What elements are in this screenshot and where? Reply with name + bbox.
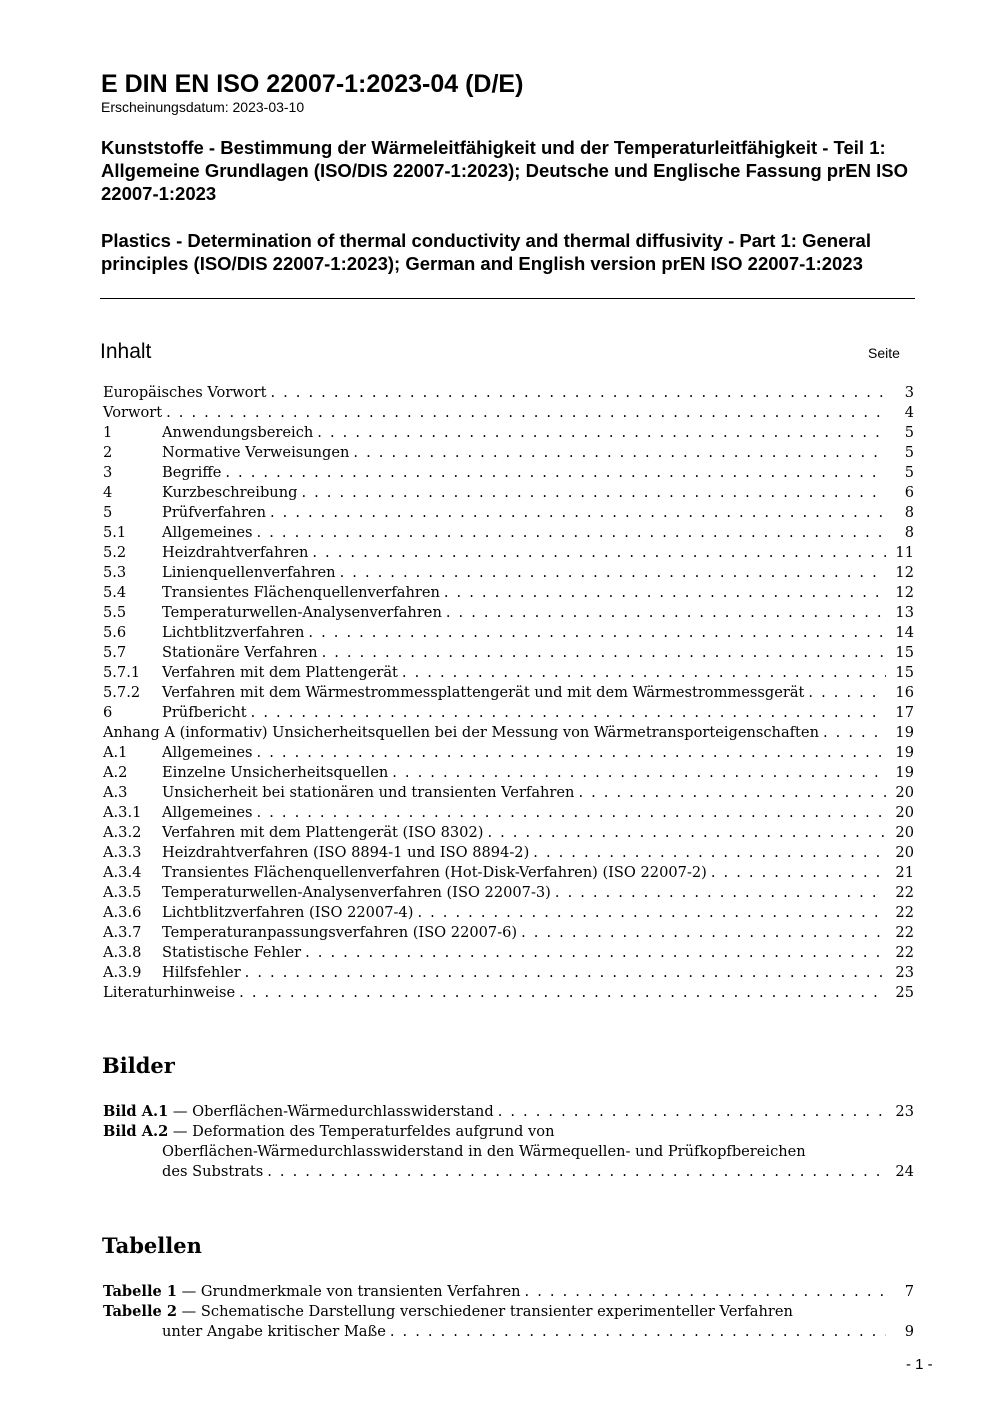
toc-entry-number: 5.1 <box>103 524 127 541</box>
toc-entry-page: 12 <box>895 584 914 601</box>
toc-entry-page: 20 <box>895 784 914 801</box>
toc-entry[interactable] <box>103 763 914 783</box>
toc-entry-page: 4 <box>904 404 914 421</box>
toc-entry[interactable] <box>103 683 914 703</box>
dot-leader <box>555 883 886 903</box>
toc-heading: Inhalt <box>100 340 152 363</box>
dot-leader <box>525 1282 886 1302</box>
toc-entry[interactable] <box>103 383 914 403</box>
toc-entry-title: Allgemeines <box>162 744 253 761</box>
toc-entry[interactable] <box>103 923 914 943</box>
toc-entry-title: Normative Verweisungen <box>162 444 350 461</box>
toc-entry-page: 6 <box>904 484 914 501</box>
figure-title: — Oberflächen-Wärmedurchlasswiderstand <box>168 1103 494 1120</box>
dot-leader <box>390 1322 886 1342</box>
dot-leader <box>257 743 886 763</box>
toc-entry-number: A.3.5 <box>103 884 142 901</box>
dot-leader <box>340 563 886 583</box>
list-of-figures <box>103 1102 914 1182</box>
toc-entry-page: 8 <box>904 524 914 541</box>
dot-leader <box>823 723 886 743</box>
toc-entry-page: 22 <box>895 924 914 941</box>
toc-entry-title: Temperaturwellen-Analysenverfahren (ISO 22007-3) <box>162 884 551 901</box>
toc-entry-title: Transientes Flächenquellenverfahren (Hot-Disk-Verfahren) (ISO 22007-2) <box>162 864 707 881</box>
toc-entry-number: 2 <box>103 444 113 461</box>
toc-entry-page: 5 <box>904 444 914 461</box>
figure-label: Bild A.1 <box>103 1103 169 1120</box>
figure-title: — Deformation des Temperaturfeldes aufgrund von <box>168 1123 555 1140</box>
toc-entry-page: 5 <box>904 424 914 441</box>
toc-entry[interactable] <box>103 823 914 843</box>
dot-leader <box>498 1102 886 1122</box>
toc-entry[interactable] <box>103 703 914 723</box>
dot-leader <box>301 483 886 503</box>
dot-leader <box>305 943 886 963</box>
toc-entry[interactable] <box>103 543 914 563</box>
toc-entry-title: Anwendungsbereich <box>162 424 314 441</box>
dot-leader <box>166 403 886 423</box>
toc-entry-title: Temperaturwellen-Analysenverfahren <box>162 604 442 621</box>
toc-entry-title: Heizdrahtverfahren <box>162 544 309 561</box>
toc-entry-page: 22 <box>895 884 914 901</box>
toc-entry[interactable] <box>103 663 914 683</box>
toc-entry-number: 5.2 <box>103 544 127 561</box>
figures-heading: Bilder <box>102 1053 175 1078</box>
toc-entry-number: 5.3 <box>103 564 127 581</box>
toc-entry-title: Lichtblitzverfahren (ISO 22007-4) <box>162 904 414 921</box>
toc-entry-number: 3 <box>103 464 113 481</box>
toc-entry-number: A.3.3 <box>103 844 142 861</box>
dot-leader <box>392 763 886 783</box>
toc-entry-number: A.3.8 <box>103 944 142 961</box>
header-divider <box>100 298 915 299</box>
dot-leader <box>317 423 886 443</box>
dot-leader <box>578 783 886 803</box>
toc-entry-page: 21 <box>895 864 914 881</box>
dot-leader <box>251 703 886 723</box>
toc-entry-title: Verfahren mit dem Plattengerät (ISO 8302) <box>162 824 484 841</box>
toc-entry[interactable] <box>103 463 914 483</box>
toc-entry-number: A.1 <box>103 744 128 761</box>
toc-entry-number: 1 <box>103 424 113 441</box>
toc-entry-title: Einzelne Unsicherheitsquellen <box>162 764 389 781</box>
toc-entry-title: Lichtblitzverfahren <box>162 624 305 641</box>
dot-leader <box>711 863 886 883</box>
toc-entry-page: 22 <box>895 944 914 961</box>
toc-entry[interactable] <box>103 483 914 503</box>
list-of-tables <box>103 1282 914 1342</box>
toc-entry-number: A.3.1 <box>103 804 142 821</box>
figure-entry[interactable] <box>103 1102 914 1122</box>
toc-entry-title: Begriffe <box>162 464 222 481</box>
toc-entry-page: 25 <box>895 984 914 1001</box>
toc-entry-number: 5.4 <box>103 584 127 601</box>
toc-entry[interactable] <box>103 943 914 963</box>
toc-entry-page: 23 <box>895 964 914 981</box>
dot-leader <box>239 983 886 1003</box>
dot-leader <box>402 663 886 683</box>
toc-entry[interactable] <box>103 643 914 663</box>
toc-entry[interactable] <box>103 883 914 903</box>
toc-entry[interactable] <box>103 503 914 523</box>
document-number: E DIN EN ISO 22007-1:2023-04 (D/E) <box>101 70 524 98</box>
toc-entry-number: A.2 <box>103 764 128 781</box>
toc-entry-number: A.3 <box>103 784 128 801</box>
toc-entry[interactable] <box>103 863 914 883</box>
dot-leader <box>533 843 886 863</box>
table-title: — Grundmerkmale von transienten Verfahren <box>177 1283 521 1300</box>
toc-entry-number: A.3.2 <box>103 824 142 841</box>
figure-label: Bild A.2 <box>103 1123 169 1140</box>
title-english: Plastics - Determination of thermal conductivity and thermal diffusivity - Part 1: General principles (ISO/DIS 22007-1:2023); German and English version prEN ISO 22007-1:2023 <box>101 230 871 274</box>
table-label: Tabelle 1 <box>103 1283 178 1300</box>
toc-entry-title: Transientes Flächenquellenverfahren <box>162 584 440 601</box>
dot-leader <box>312 543 886 563</box>
toc-entry-number: 5.7 <box>103 644 127 661</box>
toc-entry[interactable] <box>103 963 914 983</box>
table-title: — Schematische Darstellung verschiedener transienter experimenteller Verfahren <box>177 1303 793 1320</box>
toc-entry-page: 19 <box>895 724 914 741</box>
dot-leader <box>446 603 886 623</box>
toc-entry-title: Unsicherheit bei stationären und transienten Verfahren <box>162 784 575 801</box>
dot-leader <box>444 583 886 603</box>
figure-entry-continuation <box>103 1142 914 1162</box>
toc-entry-number: 4 <box>103 484 113 501</box>
toc-entry-title: Hilfsfehler <box>162 964 241 981</box>
toc-entry-title: Allgemeines <box>162 524 253 541</box>
toc-entry[interactable] <box>103 983 914 1003</box>
table-entry[interactable] <box>103 1302 914 1322</box>
toc-entry[interactable] <box>103 563 914 583</box>
figure-page: 24 <box>895 1163 914 1180</box>
toc-entry-number: 5 <box>103 504 113 521</box>
toc-entry-title: Literaturhinweise <box>103 984 236 1001</box>
dot-leader <box>353 443 886 463</box>
toc-entry-page: 12 <box>895 564 914 581</box>
toc-entry-title: Statistische Fehler <box>162 944 302 961</box>
toc-entry-title: Prüfbericht <box>162 704 247 721</box>
table-page: 9 <box>904 1323 914 1340</box>
toc-entry-page: 13 <box>895 604 914 621</box>
toc-entry-page: 20 <box>895 824 914 841</box>
toc-entry-title: Temperaturanpassungsverfahren (ISO 22007-6) <box>162 924 518 941</box>
toc-entry[interactable] <box>103 783 914 803</box>
publication-date: Erscheinungsdatum: 2023-03-10 <box>101 99 305 115</box>
toc-entry-title: Heizdrahtverfahren (ISO 8894-1 und ISO 8894-2) <box>162 844 530 861</box>
toc-entry-title: Kurzbeschreibung <box>162 484 298 501</box>
table-label: Tabelle 2 <box>103 1303 178 1320</box>
title-german: Kunststoffe - Bestimmung der Wärmeleitfähigkeit und der Temperaturleitfähigkeit - Teil 1: Allgemeine Grundlagen (ISO/DIS 22007-1:2023); Deutsche und Englische Fassung prEN ISO 22007-1:2023 <box>101 137 909 204</box>
toc-entry-title: Allgemeines <box>162 804 253 821</box>
toc-entry-page: 15 <box>895 664 914 681</box>
toc-entry[interactable] <box>103 843 914 863</box>
table-page: 7 <box>904 1283 914 1300</box>
toc-entry-title: Anhang A (informativ) Unsicherheitsquellen bei der Messung von Wärmetransporteigenschaften <box>103 724 819 741</box>
toc-entry-title: Verfahren mit dem Wärmestrommessplattengerät und mit dem Wärmestrommessgerät <box>162 684 805 701</box>
toc-entry[interactable] <box>103 603 914 623</box>
toc-entry[interactable] <box>103 723 914 743</box>
toc-entry-page: 14 <box>895 624 914 641</box>
toc-entry-number: 5.7.2 <box>103 684 141 701</box>
dot-leader <box>322 643 886 663</box>
toc-entry-number: 6 <box>103 704 113 721</box>
figure-entry[interactable] <box>103 1122 914 1142</box>
figure-page: 23 <box>895 1103 914 1120</box>
toc-entry-page: 5 <box>904 464 914 481</box>
table-entry-continuation <box>103 1322 914 1342</box>
toc-entry-number: A.3.7 <box>103 924 142 941</box>
toc-entry-page: 16 <box>895 684 914 701</box>
dot-leader <box>808 683 886 703</box>
table-title-line2: unter Angabe kritischer Maße <box>162 1323 386 1340</box>
table-of-contents <box>103 383 914 1003</box>
dot-leader <box>487 823 886 843</box>
toc-entry-title: Stationäre Verfahren <box>162 644 318 661</box>
dot-leader <box>225 463 886 483</box>
toc-entry-page: 20 <box>895 844 914 861</box>
dot-leader <box>308 623 886 643</box>
toc-entry[interactable] <box>103 443 914 463</box>
figure-title-line2: Oberflächen-Wärmedurchlasswiderstand in den Wärmequellen- und Prüfkopfbereichen <box>162 1143 806 1160</box>
toc-entry-title: Vorwort <box>103 404 163 421</box>
toc-entry-title: Prüfverfahren <box>162 504 266 521</box>
dot-leader <box>257 803 886 823</box>
dot-leader <box>270 383 886 403</box>
dot-leader <box>257 523 886 543</box>
toc-entry-page: 19 <box>895 744 914 761</box>
toc-entry-page: 15 <box>895 644 914 661</box>
toc-entry[interactable] <box>103 523 914 543</box>
toc-entry-number: A.3.9 <box>103 964 142 981</box>
tables-heading: Tabellen <box>102 1233 202 1258</box>
toc-entry[interactable] <box>103 623 914 643</box>
toc-entry-page: 19 <box>895 764 914 781</box>
page-column-label: Seite <box>868 345 900 361</box>
table-entry[interactable] <box>103 1282 914 1302</box>
toc-entry[interactable] <box>103 403 914 423</box>
toc-entry-page: 17 <box>895 704 914 721</box>
toc-entry[interactable] <box>103 803 914 823</box>
dot-leader <box>417 903 886 923</box>
toc-entry-title: Verfahren mit dem Plattengerät <box>162 664 398 681</box>
dot-leader <box>521 923 886 943</box>
dot-leader <box>267 1162 886 1182</box>
toc-entry-number: 5.5 <box>103 604 127 621</box>
toc-entry[interactable] <box>103 583 914 603</box>
toc-entry[interactable] <box>103 743 914 763</box>
figure-entry-continuation <box>103 1162 914 1182</box>
toc-entry-page: 8 <box>904 504 914 521</box>
toc-entry-number: A.3.6 <box>103 904 142 921</box>
toc-entry-number: 5.6 <box>103 624 127 641</box>
page-number: - 1 - <box>906 1356 933 1373</box>
toc-entry-page: 11 <box>895 544 914 561</box>
toc-entry-number: 5.7.1 <box>103 664 141 681</box>
figure-title-line3: des Substrats <box>162 1163 264 1180</box>
dot-leader <box>245 963 886 983</box>
toc-entry-title: Europäisches Vorwort <box>103 384 267 401</box>
toc-entry-number: A.3.4 <box>103 864 142 881</box>
dot-leader <box>270 503 886 523</box>
toc-entry-page: 20 <box>895 804 914 821</box>
toc-entry[interactable] <box>103 903 914 923</box>
toc-entry-page: 3 <box>904 384 914 401</box>
toc-entry[interactable] <box>103 423 914 443</box>
toc-entry-page: 22 <box>895 904 914 921</box>
toc-entry-title: Linienquellenverfahren <box>162 564 336 581</box>
